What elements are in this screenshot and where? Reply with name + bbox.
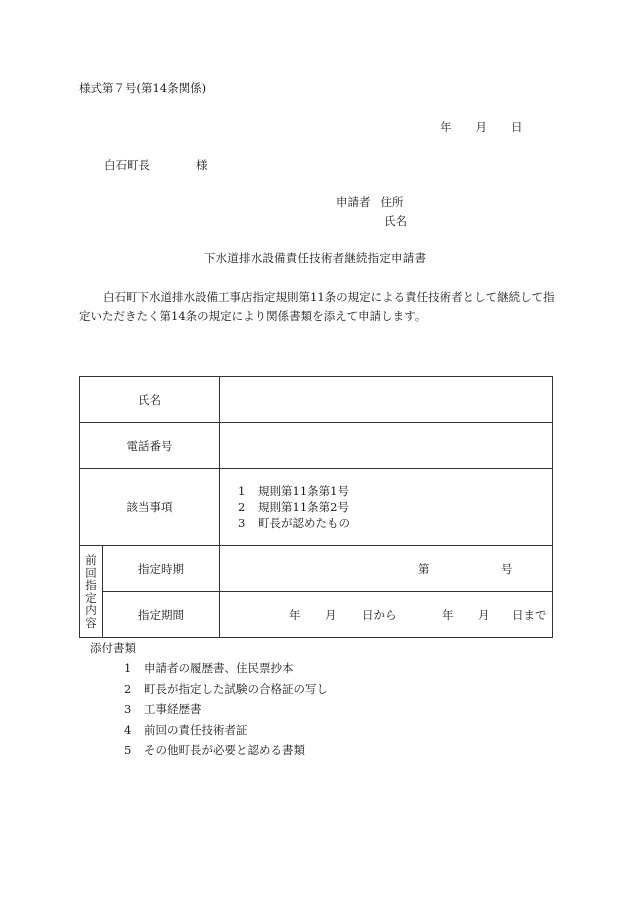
designation-time-label: 指定時期	[138, 561, 184, 576]
designation-period-label-cell	[103, 592, 220, 638]
item-number: 5	[124, 743, 132, 757]
designation-period-label: 指定期間	[138, 607, 184, 622]
applicant-address-line	[336, 194, 404, 210]
list-item	[124, 740, 328, 761]
date-year: 年	[440, 120, 452, 134]
attachments-list	[124, 658, 328, 761]
body-text: 白石町下水道排水設備工事店指定規則第11条の規定による責任技術者として継続して指定いただきたく第14条の規定により関係書類を添えて申請します。	[79, 290, 555, 323]
period-day-to: 日まで	[512, 607, 547, 622]
item-text: 町長が指定した試験の合格証の写し	[144, 681, 328, 696]
document-title: 下水道排水設備責任技術者継続指定申請書	[203, 251, 427, 265]
phone-label-cell	[80, 423, 220, 469]
table-row	[80, 423, 553, 469]
item-text: 工事経歴書	[144, 702, 202, 716]
period-year-from: 年	[289, 607, 301, 622]
item-number: 3	[124, 702, 132, 716]
name-value-cell[interactable]	[220, 377, 553, 423]
vertical-char: 容	[85, 615, 97, 630]
list-item	[124, 679, 328, 700]
go-label: 号	[501, 561, 513, 576]
designation-period-value-cell[interactable]	[220, 592, 553, 638]
item-number: 1	[124, 661, 132, 675]
honorific: 様	[196, 158, 208, 172]
name-label-cell	[80, 377, 220, 423]
phone-label: 電話番号	[126, 438, 173, 453]
vertical-char: 回	[85, 565, 97, 580]
table-row	[80, 592, 553, 638]
addressee	[104, 157, 208, 173]
addressee-name: 白石町長	[104, 158, 150, 172]
list-item	[124, 658, 328, 679]
phone-value-cell[interactable]	[220, 423, 553, 469]
form-number: 様式第７号(第14条関係)	[79, 81, 207, 95]
item-text: その他町長が必要と認める書類	[144, 743, 305, 757]
attachments-title: 添付書類	[90, 641, 136, 655]
designation-time-value-cell[interactable]	[220, 546, 553, 592]
applicant-name-label: 氏名	[384, 214, 407, 228]
item-text: 規則第11条第2号	[258, 500, 349, 514]
date-line	[440, 119, 523, 135]
applicant-label: 申請者	[336, 195, 371, 209]
period-year-to: 年	[442, 607, 454, 622]
vertical-char: 内	[85, 603, 97, 617]
item-number: 1	[238, 484, 246, 498]
period-month-from: 月	[325, 607, 337, 622]
vertical-char: 定	[85, 590, 97, 605]
applicable-label-cell	[80, 469, 220, 546]
table-row	[80, 546, 553, 592]
item-text: 前回の責任技術者証	[144, 722, 248, 737]
item-number: 2	[238, 500, 246, 514]
list-item	[124, 720, 328, 741]
item-number: 2	[124, 681, 132, 696]
address-label: 住所	[380, 195, 404, 209]
applicable-item[interactable]	[238, 515, 552, 531]
date-month: 月	[475, 120, 487, 134]
list-item	[124, 699, 328, 720]
table-row	[80, 377, 553, 423]
designation-time-label-cell	[103, 546, 220, 592]
table-row	[80, 469, 553, 546]
item-text: 規則第11条第1号	[258, 484, 349, 498]
applicable-item[interactable]	[238, 483, 552, 499]
date-day: 日	[511, 120, 523, 134]
period-day-from: 日から	[362, 607, 397, 622]
applicable-label: 該当事項	[126, 500, 173, 514]
item-text: 申請者の履歴書、住民票抄本	[144, 661, 294, 675]
dai-label: 第	[418, 561, 430, 576]
vertical-char: 前	[85, 553, 97, 567]
item-text: 町長が認めたもの	[258, 516, 350, 530]
item-number: 3	[238, 516, 246, 530]
period-month-to: 月	[478, 607, 490, 622]
application-table	[79, 376, 553, 638]
previous-designation-label	[80, 546, 103, 638]
vertical-char: 指	[85, 578, 97, 592]
name-label: 氏名	[138, 392, 161, 407]
item-number: 4	[124, 722, 132, 737]
applicable-item[interactable]	[238, 499, 552, 515]
applicable-items-cell	[220, 469, 553, 546]
